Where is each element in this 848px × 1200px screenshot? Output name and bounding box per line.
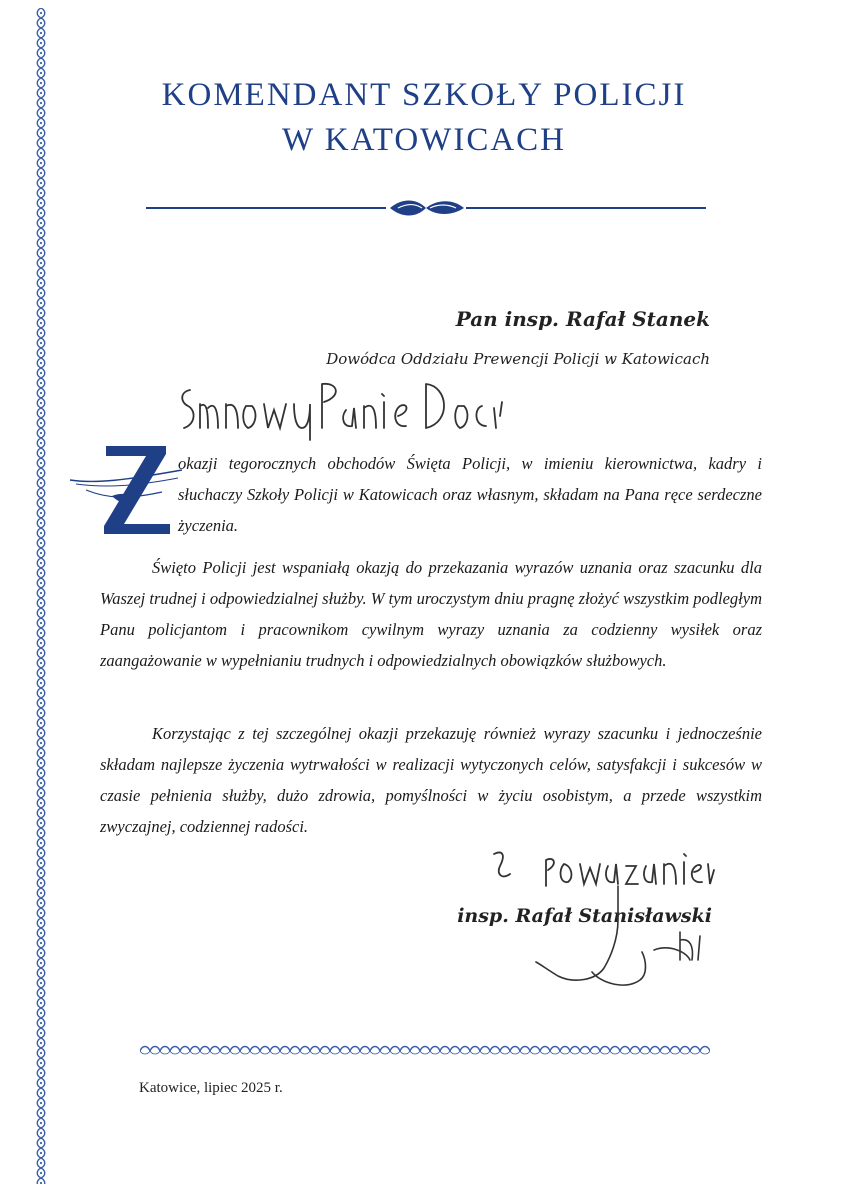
place-and-date: Katowice, lipiec 2025 r. [139,1080,283,1096]
svg-text:Z: Z [126,510,127,511]
header-title-line1: KOMENDANT SZKOŁY POLICJI [161,77,687,113]
decorated-initial-letter [66,440,184,540]
paragraph-2: Święto Policji jest wspaniałą okazją do przekazania wyrazów uznania oraz szacunku dla Waszej trudnej i odpowiedzialnej służby. W tym uroczystym dniu pragnę złożyć wszystkim podległym Panu policjantom i pracownikom cywilnym wyrazy uznania za codzienny wysiłek oraz zaangażowanie w wypełnianiu trudnych i odpowiedzialnych obowiązków służbowych. [100,558,762,670]
header-ornament [146,196,706,220]
signature [530,880,730,1005]
signer-name: insp. Rafał Stanisławski [457,905,712,927]
handwritten-salutation [176,372,506,442]
paragraph-3: Korzystając z tej szczególnej okazji przekazuję również wyrazy szacunku i jednocześnie składam najlepsze życzenia wytrwałości w realizacji wytyczonych celów, satysfakcji i sukcesów w czasie pełnienia służby, dużo zdrowia, pomyślności w życiu osobistym, a przede wszystkim zwyczajnej, codziennej radości. [100,724,762,836]
paragraph-1: okazji tegorocznych obchodów Święta Policji, w imieniu kierownictwa, kadry i słuchaczy Szkoły Policji w Katowicach oraz własnym, składam na Pana ręce serdeczne życzenia. [178,454,762,535]
addressee-role: Dowódca Oddziału Prewencji Policji w Katowicach [326,350,710,368]
decorative-border [34,8,48,1184]
footer-ornament [140,1042,710,1056]
header-title-line2: W KATOWICACH [281,122,567,158]
addressee-name: Pan insp. Rafał Stanek [455,307,710,331]
